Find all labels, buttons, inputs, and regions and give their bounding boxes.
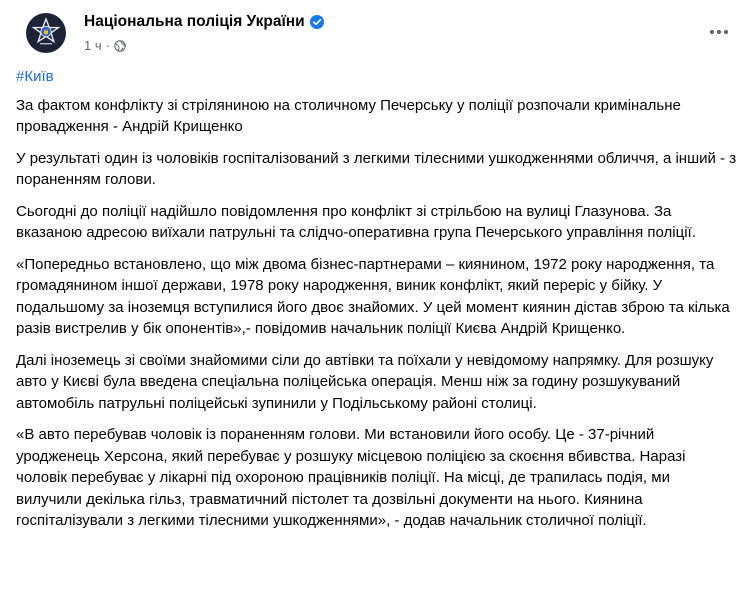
post-paragraph: За фактом конфлікту зі стріляниною на столичному Печерську у поліції розпочали кримінальне провадження - Андрій Крищенко: [16, 96, 681, 135]
post-body: [16, 66, 739, 532]
globe-icon: [114, 40, 126, 52]
post-time[interactable]: 1 ч: [84, 38, 102, 53]
police-star-emblem-icon: [26, 13, 66, 53]
post-paragraph: У результаті один із чоловіків госпіталізований з легкими тілесними ушкодженнями обличчя, а інший - з пораненням голови.: [16, 149, 737, 188]
post-paragraph: Сьогодні до поліції надійшло повідомлення про конфлікт зі стрільбою на вулиці Глазунова. За вказаною адресою виїхали патрульні та слідчо-оперативна група Печерського управління поліції.: [16, 202, 696, 241]
hashtag-link[interactable]: #Київ: [16, 68, 54, 85]
post-paragraph: «Попередньо встановлено, що між двома бізнес-партнерами – киянином, 1972 року народження, та громадянином іншої держави, 1978 року народження, виник конфлікт, який переріс у бійку. У подальшому за іноземця вступилися його двоє знайомих. У цей момент киянин дістав зброю та кілька разів вистрелив у бік опонентів»,- повідомив начальник поліції Києва Андрій Крищенко.: [16, 255, 730, 337]
page-avatar[interactable]: [26, 13, 66, 53]
more-options-button[interactable]: [705, 18, 733, 46]
post-meta: [84, 38, 126, 53]
more-horizontal-icon: [709, 29, 729, 35]
verified-badge-icon: [310, 15, 324, 29]
page-name[interactable]: Національна поліція України: [84, 13, 305, 30]
meta-separator: ·: [105, 38, 110, 53]
post-paragraph: Далі іноземець зі своїми знайомими сіли до автівки та поїхали у невідомому напрямку. Для розшуку авто у Києві була введена спеціальна поліцейська операція. Менш ніж за годину розшукуваний автомобіль патрульні поліцейські зупинили у Подільському районі столиці.: [16, 351, 714, 412]
post-header: [16, 0, 739, 62]
page-name-link[interactable]: [84, 13, 324, 31]
post-paragraph: «В авто перебував чоловік із пораненням голови. Ми встановили його особу. Це - 37-річний уродженець Херсона, який перебуває у розшуку місцевою поліцією за скоєння вбивства. Наразі чоловік перебуває у лікарні під охороною працівників поліції. На місці, де трапилась подія, ми вилучили декілька гільз, травматичний пістолет та дозвільні документи на нього. Киянина госпіталізували з легкими тілесними ушкодженнями», - додав начальник столичної поліції.: [16, 426, 686, 529]
